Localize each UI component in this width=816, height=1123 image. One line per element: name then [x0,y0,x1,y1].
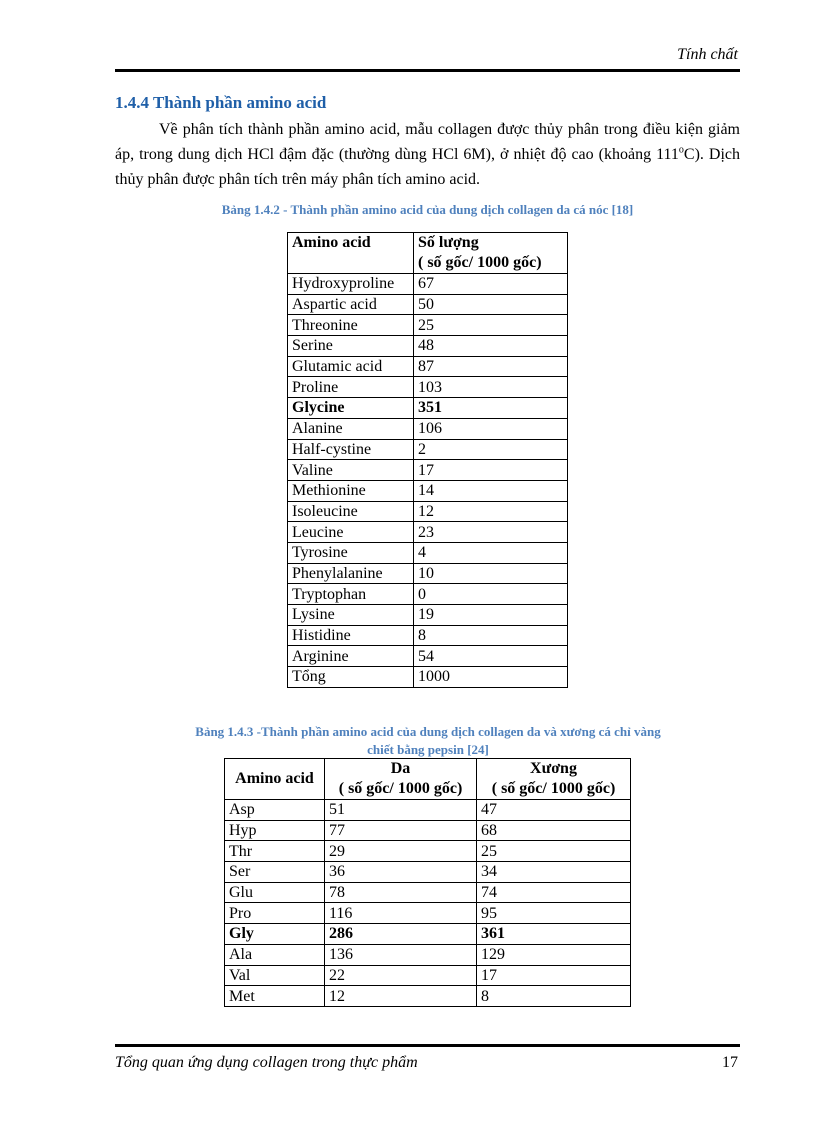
table2-header-amino-acid: Amino acid [225,759,325,800]
table-row-highlight: Gly 286 361 [225,924,631,945]
table-row: Tyrosine 4 [288,542,568,563]
table-row: Serine 48 [288,336,568,357]
table-row: Met 12 8 [225,986,631,1007]
table-row: Valine 17 [288,460,568,481]
table1-header-count: Số lượng ( số gốc/ 1000 gốc) [414,233,568,274]
table-row: Hyp 77 68 [225,820,631,841]
table-row: Ala 136 129 [225,944,631,965]
page-number: 17 [722,1054,738,1071]
running-footer: Tổng quan ứng dụng collagen trong thực phẩm [115,1054,418,1071]
table-row: Glutamic acid 87 [288,356,568,377]
table-row: Phenylalanine 10 [288,563,568,584]
table-row: Ser 36 34 [225,862,631,883]
table-row: Hydroxyproline 67 [288,274,568,295]
amino-acid-table-croaker [224,758,631,1007]
running-header: Tính chất [677,46,738,63]
table-row-highlight: Glycine 351 [288,398,568,419]
table2-caption: Bảng 1.4.3 -Thành phần amino acid của dung dịch collagen da và xương cá chỉ vàng chiết bằng pepsin [24] [195,724,661,757]
table2-header-skin: Da ( số gốc/ 1000 gốc) [325,759,477,800]
table-row: Aspartic acid 50 [288,294,568,315]
table1-caption: Bảng 1.4.2 - Thành phần amino acid của dung dịch collagen da cá nóc [18] [221,202,634,217]
table-row: Half-cystine 2 [288,439,568,460]
table-row: Leucine 23 [288,522,568,543]
table-row: Isoleucine 12 [288,501,568,522]
table-row: Pro 116 95 [225,903,631,924]
table-row: Tryptophan 0 [288,584,568,605]
table-row: Arginine 54 [288,646,568,667]
table-row: Histidine 8 [288,625,568,646]
table-row: Proline 103 [288,377,568,398]
table-row: Asp 51 47 [225,800,631,821]
section-heading: 1.4.4 Thành phần amino acid [115,93,327,112]
table-row: Thr 29 25 [225,841,631,862]
table-row: Alanine 106 [288,418,568,439]
body-paragraph: Về phân tích thành phần amino acid, mẫu collagen được thủy phân trong điều kiện giảm áp, trong dung dịch HCl đậm đặc (thường dùng HCl 6M), ở nhiệt độ cao (khoảng 111$^o$C). Dịch thủy phân được phân tích trên máy phân tích amino acid. [115,121,740,188]
header-rule [115,69,740,72]
table1-header-amino-acid: Amino acid [288,233,414,274]
table-row-total: Tổng 1000 [288,667,568,688]
table-row: Lysine 19 [288,605,568,626]
table2-header-bone: Xương ( số gốc/ 1000 gốc) [477,759,631,800]
table-row: Threonine 25 [288,315,568,336]
amino-acid-table-pufferfish [287,232,568,688]
table-row: Glu 78 74 [225,882,631,903]
table-row: Methionine 14 [288,480,568,501]
footer-rule [115,1044,740,1047]
table-row: Val 22 17 [225,965,631,986]
superscript-degree: o [678,144,684,156]
